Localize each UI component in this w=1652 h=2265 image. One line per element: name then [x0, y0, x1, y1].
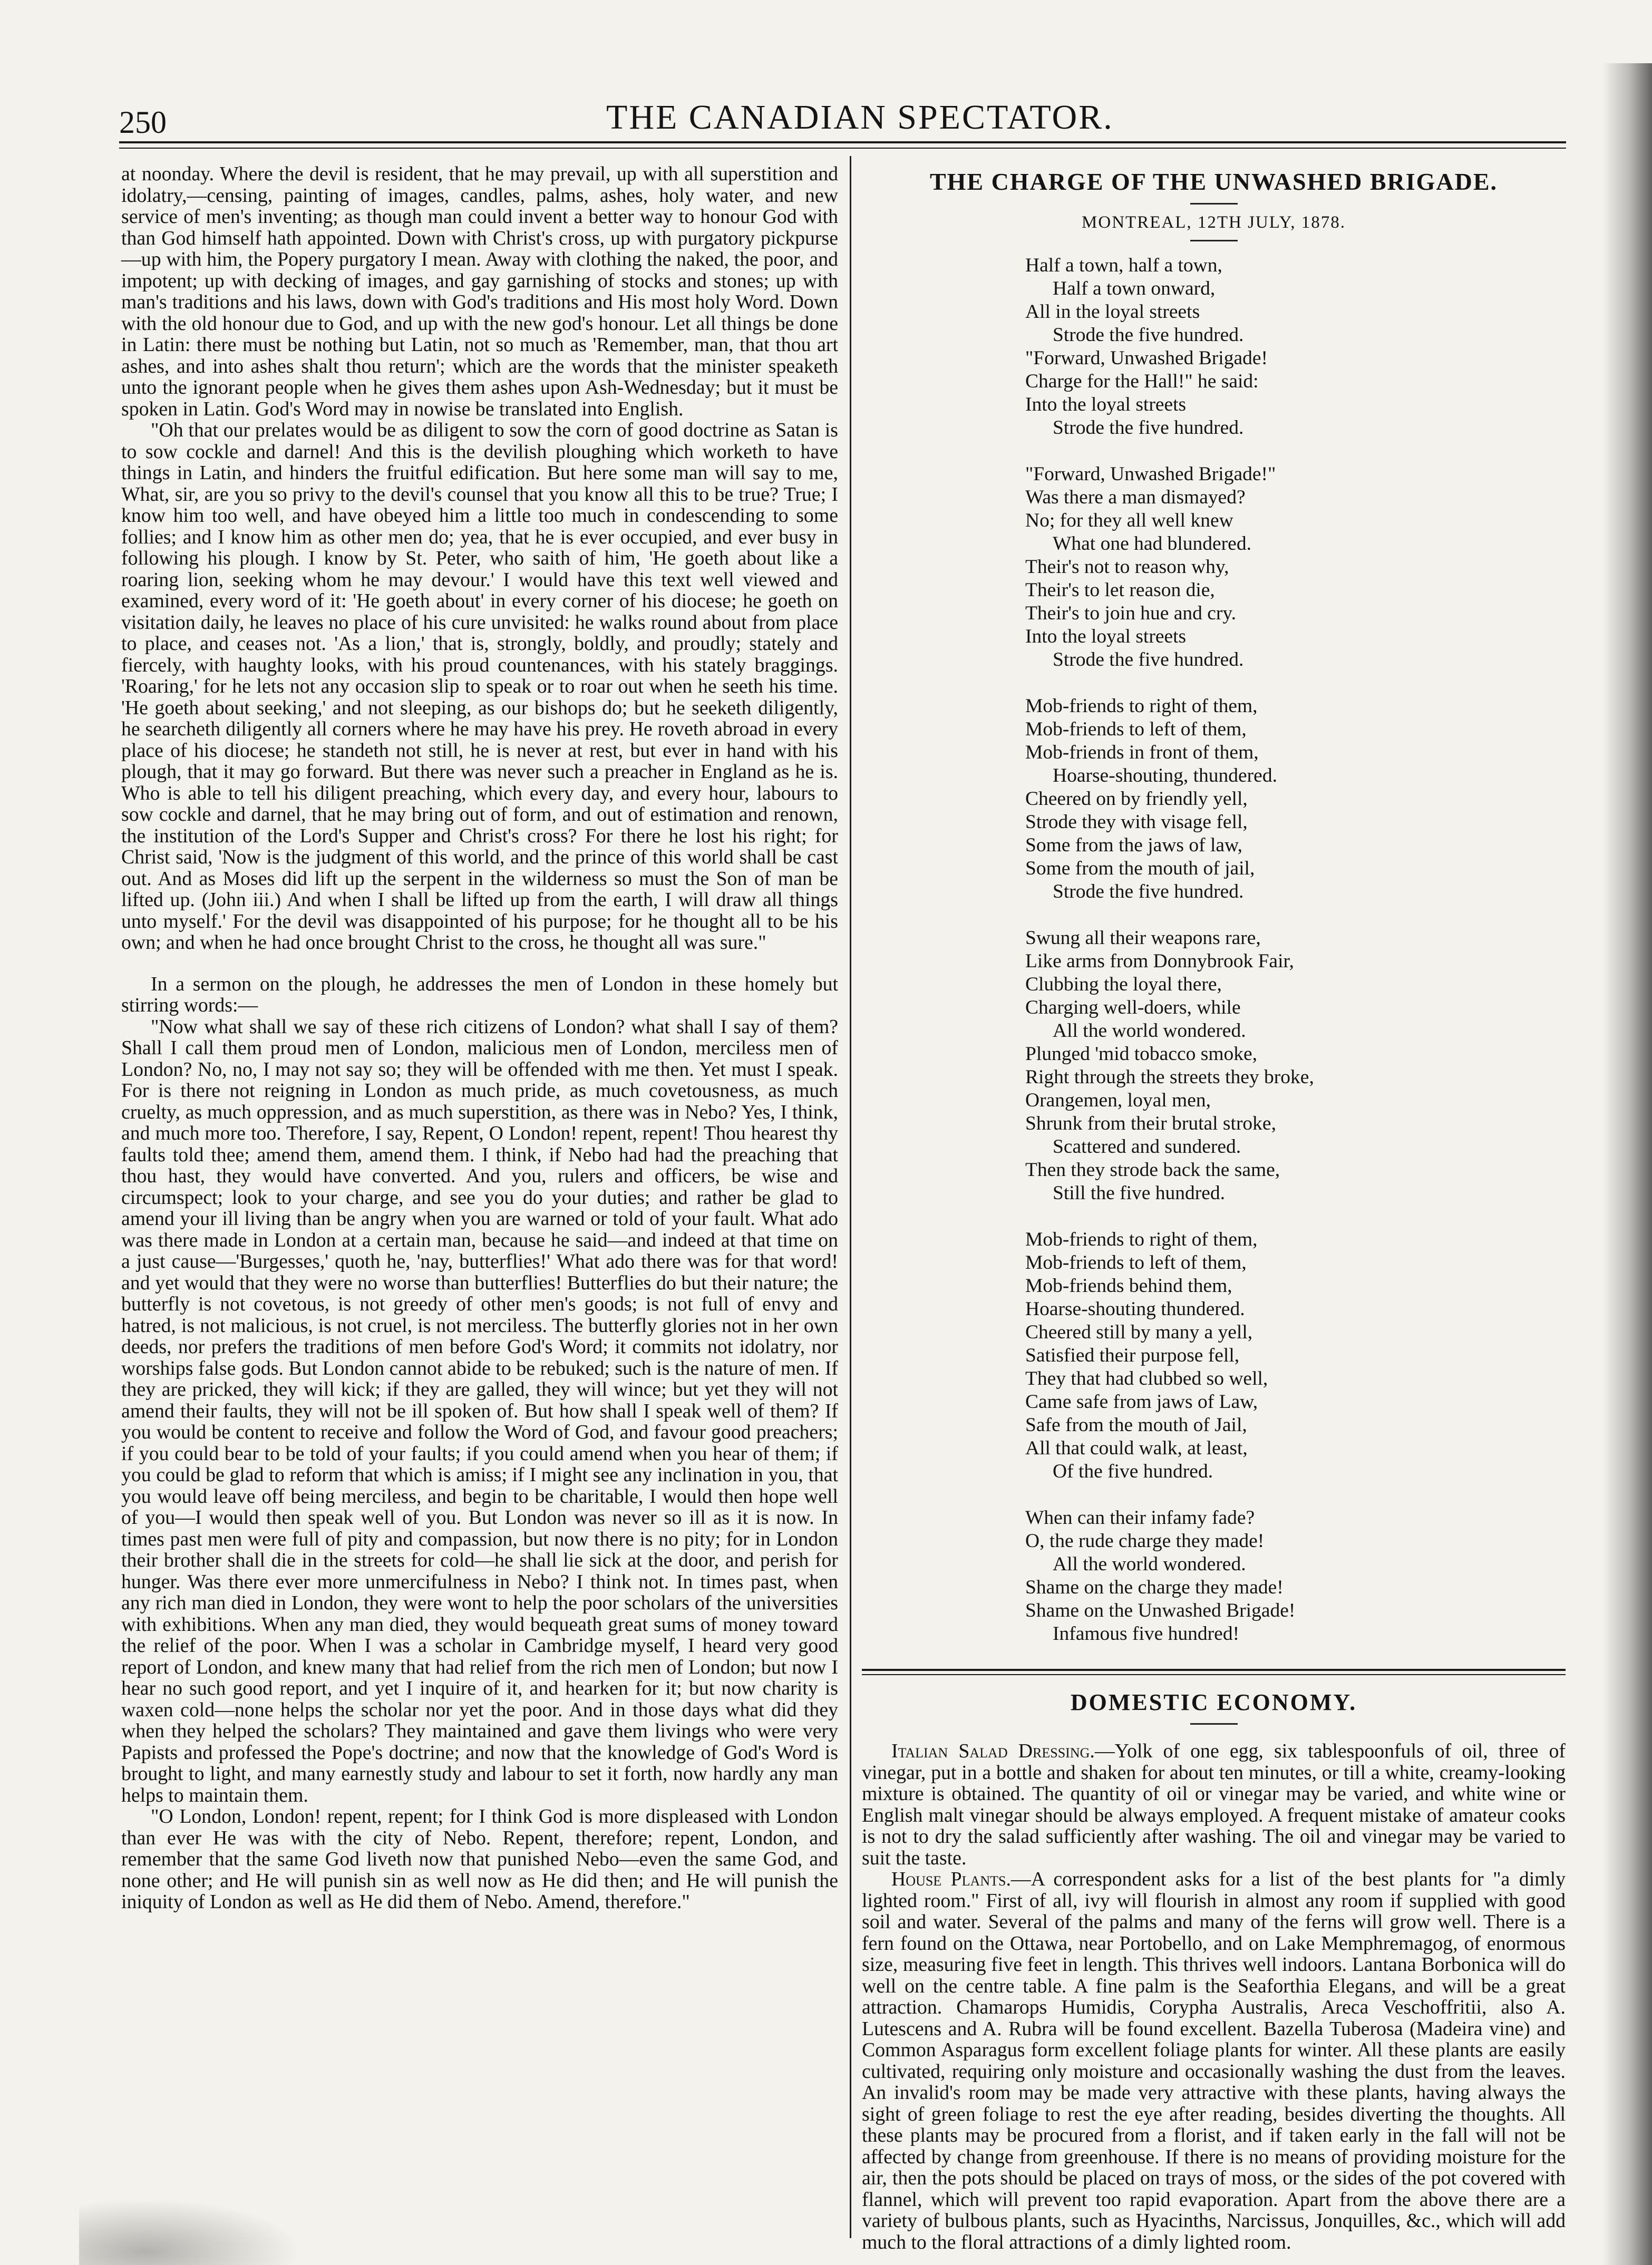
column-divider	[850, 156, 851, 2238]
poem-line: They that had clubbed so well,	[1025, 1368, 1268, 1389]
poem-line: Their's to let reason die,	[1025, 579, 1215, 601]
poem-line: Cheered still by many a yell,	[1025, 1321, 1253, 1343]
article-paragraph: "Now what shall we say of these rich citizens of London? what shall I say of them? Shall I call them proud men of London, malicious men of London, merciless men of London? No, no, I may not say so; they will be offended with me then. Yet must I speak. For is there not reigning in London as much pride, as much covetousness, as much cruelty, as much oppression, and as much superstition, as there was in Nebo? Yes, I think, and much more too. Therefore, I say, Repent, O London! repent, repent! Thou hearest thy faults told thee; amend them, amend them. I think, if Nebo had had the preaching that thou hast, they would have converted. And you, rulers and officers, be wise and circumspect; look to your charge, and see you do your duties; and rather be glad to amend your ill living than be angry when you are warned or told of your fault. What ado was there made in London at a certain man, because he said—and indeed at that time on a just cause—'Burgesses,' quoth he, 'nay, butterflies!' What ado there was for that word! and yet would that they were no worse than butterflies! Butterflies do but their nature; the butterfly is not covetous, is not greedy of other men's goods; is not full of envy and hatred, is not malicious, is not cruel, is not merciless. The butterfly glories not in her own deeds, nor prefers the traditions of men before God's Word; it commits not idolatry, nor worships false gods. But London cannot abide to be rebuked; such is the nature of men. If they are pricked, they will kick; if they are galled, they will wince; but yet they will not amend their faults, they will not be ill spoken of. But how shall I speak well of them? If you would be content to receive and follow the Word of God, and favour good preachers; if you could bear to be told of your faults; if you could amend when you hear of them; if you could be glad to reform that which is amiss; if I might see any inclination in you, that you would leave off being merciless, and begin to be charitable, I would then hope well of you—I would then speak well of you. But London was never so ill as it is now. In times past men were full of pity and compassion, but now there is no pity; for in London their brother shall die in the streets for cold—he shall lie sick at the door, and perish for hunger. Was there ever more unmercifulness in Nebo? I think not. In times past, when any rich man died in London, they were wont to help the poor scholars of the universities with exhibitions. When any man died, they would bequeath great sums of money toward the relief of the poor. When I was a scholar in Cambridge myself, I heard very good report of London, and knew many that had relief from the rich men of London; but now I hear no such good report, and yet I inquire of it, and hearken for it; but now charity is waxen cold—none helps the scholar nor yet the poor. And in those days what did they when they helped the scholars? They maintained and gave them livings who were very Papists and professed the Pope's doctrine; and now that the knowledge of God's Word is brought to light, and many earnestly study and labour to set it forth, now hardly any man helps to maintain them.	[121, 1015, 838, 1806]
poem-line: Half a town, half a town,	[1025, 255, 1222, 276]
left-column-article	[121, 163, 838, 1913]
poem-line: Mob-friends to right of them,	[1025, 1229, 1258, 1250]
poem-line: Cheered on by friendly yell,	[1025, 788, 1248, 810]
poem-line: Orangemen, loyal men,	[1025, 1090, 1211, 1111]
poem-stanza	[1025, 927, 1566, 1205]
poem-line: Mob-friends to left of them,	[1025, 718, 1247, 740]
poem-line: All in the loyal streets	[1025, 301, 1200, 323]
right-column	[862, 163, 1566, 2253]
poem-line: O, the rude charge they made!	[1025, 1530, 1265, 1552]
poem-line: Hoarse-shouting, thundered.	[1053, 765, 1277, 786]
item-text: —Yolk of one egg, six tablespoonfuls of oil, three of vinegar, put in a bottle and shaken for about ten minutes, or till a white, creamy-looking mixture is obtained. The quantity of oil or vinegar may be varied, and white wine or English malt vinegar should be always employed. A frequent mistake of amateur cooks is not to dry the salad sufficiently after washing. The oil and vinegar may be varied to suit the taste.	[862, 1740, 1566, 1869]
page-number: 250	[119, 105, 167, 140]
poem-line: Mob-friends in front of them,	[1025, 742, 1259, 763]
poem-line: Mob-friends to right of them,	[1025, 695, 1258, 717]
title-rule	[1190, 1723, 1238, 1725]
poem-line: All the world wondered.	[1053, 1020, 1246, 1042]
article-paragraph: at noonday. Where the devil is resident, that he may prevail, up with all superstition and idolatry,—censing, painting of images, candles, palms, ashes, holy water, and new service of men's inventing; as though man could invent a better way to honour God with than God himself hath appointed. Down with Christ's cross, up with purgatory pickpurse—up with him, the Popery purgatory I mean. Away with clothing the naked, the poor, and impotent; up with decking of images, and gay garnishing of stocks and stones; up with man's traditions and his laws, down with God's traditions and His most holy Word. Down with the old honour due to God, and up with the new god's honour. Let all things be done in Latin: there must be nothing but Latin, not so much as 'Remember, man, that thou art ashes, and into ashes shalt thou return'; which are the words that the minister speaketh unto the ignorant people when he gives them ashes upon Ash-Wednesday; but it must be spoken in Latin. God's Word may in nowise be translated into English.	[121, 163, 838, 420]
page-corner-shadow	[79, 2198, 300, 2265]
poem-dateline: MONTREAL, 12TH JULY, 1878.	[1082, 213, 1346, 232]
poem-line: Their's not to reason why,	[1025, 556, 1229, 578]
poem-line: Like arms from Donnybrook Fair,	[1025, 950, 1294, 972]
poem-line: Safe from the mouth of Jail,	[1025, 1414, 1247, 1436]
poem-stanza	[1025, 254, 1566, 440]
poem-line: Half a town onward,	[1053, 278, 1216, 299]
poem-line: "Forward, Unwashed Brigade!"	[1025, 463, 1276, 485]
poem-line: Charging well-doers, while	[1025, 997, 1241, 1018]
poem-line: Still the five hundred.	[1053, 1182, 1226, 1204]
poem-line: Some from the mouth of jail,	[1025, 858, 1255, 879]
poem-line: Some from the jaws of law,	[1025, 834, 1243, 856]
poem-line: Strode the five hundred.	[1053, 417, 1244, 439]
poem-line: No; for they all well knew	[1025, 510, 1233, 531]
poem-line: Charge for the Hall!" he said:	[1025, 371, 1259, 392]
poem-line: Shrunk from their brutal stroke,	[1025, 1113, 1276, 1134]
poem-line: Then they strode back the same,	[1025, 1159, 1280, 1181]
poem-line: All that could walk, at least,	[1025, 1437, 1248, 1459]
poem-line: What one had blundered.	[1053, 533, 1251, 555]
poem-line: Clubbing the loyal there,	[1025, 974, 1222, 995]
article-paragraph: In a sermon on the plough, he addresses the men of London in these homely but stirring words:—	[121, 973, 838, 1016]
poem-stanza	[1025, 463, 1566, 672]
domestic-economy-body	[862, 1741, 1566, 2253]
poem-line: Right through the streets they broke,	[1025, 1066, 1314, 1088]
poem-stanza	[1025, 1506, 1566, 1646]
poem-line: Strode the five hundred.	[1053, 881, 1244, 902]
poem-line: Was there a man dismayed?	[1025, 487, 1246, 508]
poem-line: Into the loyal streets	[1025, 394, 1187, 415]
poem-line: Shame on the Unwashed Brigade!	[1025, 1600, 1296, 1621]
poem-line: When can their infamy fade?	[1025, 1507, 1255, 1529]
poem-line: "Forward, Unwashed Brigade!	[1025, 347, 1268, 369]
poem-line: Hoarse-shouting thundered.	[1025, 1298, 1245, 1320]
poem-stanza	[1025, 1228, 1566, 1483]
poem-line: All the world wondered.	[1053, 1553, 1246, 1575]
poem-line: Scattered and sundered.	[1053, 1136, 1241, 1158]
poem-line: Strode the five hundred.	[1053, 649, 1244, 670]
recipe-item	[862, 1869, 1566, 2253]
header-rule-thin	[119, 148, 1566, 149]
poem-line: Into the loyal streets	[1025, 626, 1187, 647]
domestic-economy-title: DOMESTIC ECONOMY.	[1070, 1689, 1357, 1715]
header-rule	[119, 141, 1566, 143]
article-paragraph: "O London, London! repent, repent; for I think God is more displeased with London than ever He was with the city of Nebo. Repent, therefore; repent, London, and remember that the same God liveth now that punished Nebo—even the same God, and none other; and He will punish sin as well now as He did then; and He will punish the iniquity of London as well as He did them of Nebo. Amend, therefore."	[121, 1805, 838, 1913]
poem-body	[1025, 254, 1566, 1646]
poem-line: Strode the five hundred.	[1053, 324, 1244, 346]
poem-line: Shame on the charge they made!	[1025, 1577, 1284, 1598]
item-lead: House Plants.	[891, 1868, 1011, 1890]
poem-line: Plunged 'mid tobacco smoke,	[1025, 1043, 1258, 1065]
poem-line: Mob-friends behind them,	[1025, 1275, 1232, 1297]
page-edge-shadow	[1602, 63, 1652, 2265]
item-text: —A correspondent asks for a list of the best plants for "a dimly lighted room." First of all, ivy will flourish in almost any room if supplied with good soil and water. Several of the palms and many of the ferns will grow well. There is a fern found on the Ottawa, near Portobello, and on Lake Memphremagog, of enormous size, measuring five feet in length. This thrives well indoors. Lantana Borbonica will do well on the centre table. A fine palm is the Seaforthia Elegans, and will be a great attraction. Chamarops Humidis, Corypha Australis, Areca Veschoffritii, also A. Lutescens and A. Rubra will be found excellent. Bazella Tuberosa (Madeira vine) and Common Asparagus form excellent foliage plants for winter. All these plants are easily cultivated, requiring only moisture and occasionally washing the dust from the leaves. An invalid's room may be made very attractive with these plants, having always the sight of green foliage to rest the eye after reading, besides diverting the thoughts. All these plants may be procured from a florist, and if taken early in the fall will not be affected by change from greenhouse. If there is no means of providing moisture for the air, then the pots should be placed on trays of moss, or the sides of the pot covered with flannel, which will prevent too rapid evaporation. Apart from the above there are a variety of bulbous plants, such as Hyacinths, Narcissus, Jonquilles, &c., which will add much to the floral attractions of a dimly lighted room.	[862, 1868, 1566, 2253]
section-rule	[862, 1669, 1566, 1671]
poem-line: Came safe from jaws of Law,	[1025, 1391, 1258, 1413]
item-lead: Italian Salad Dressing.	[891, 1740, 1095, 1762]
poem-line: Infamous five hundred!	[1053, 1623, 1240, 1645]
recipe-item	[862, 1741, 1566, 1869]
poem-line: Swung all their weapons rare,	[1025, 927, 1261, 949]
poem-title: THE CHARGE OF THE UNWASHED BRIGADE.	[929, 168, 1498, 195]
poem-stanza	[1025, 695, 1566, 903]
section-rule-thin	[862, 1674, 1566, 1675]
masthead-title: THE CANADIAN SPECTATOR.	[606, 98, 1114, 137]
poem-line: Strode they with visage fell,	[1025, 811, 1248, 833]
dateline-rule	[1190, 240, 1238, 241]
poem-line: Of the five hundred.	[1053, 1461, 1213, 1482]
poem-line: Satisfied their purpose fell,	[1025, 1345, 1240, 1366]
title-rule	[1190, 203, 1238, 205]
poem-line: Mob-friends to left of them,	[1025, 1252, 1247, 1274]
poem-line: Their's to join hue and cry.	[1025, 602, 1237, 624]
article-paragraph: "Oh that our prelates would be as diligent to sow the corn of good doctrine as Satan is to sow cockle and darnel! And this is the devilish ploughing which worketh to have things in Latin, and hinders the fruitful edification. But here some man will say to me, What, sir, are you so privy to the devil's counsel that you know all this to be true? True; I know him too well, and have obeyed him a little too much in condescending to some follies; and I know him as other men do; yea, that he is ever occupied, and ever busy in following his plough. I know by St. Peter, who saith of him, 'He goeth about like a roaring lion, seeking whom he may devour.' I would have this text well viewed and examined, every word of it: 'He goeth about' in every corner of his diocese; he goeth on visitation daily, he leaves no place of his cure unvisited: he walks round about from place to place, and ceases not. 'As a lion,' that is, strongly, boldly, and proudly; stately and fiercely, with haughty looks, with his proud countenances, with his stately braggings. 'Roaring,' for he lets not any occasion slip to speak or to roar out when he seeth his time. 'He goeth about seeking,' and not sleeping, as our bishops do; but he seeketh diligently, he searcheth diligently all corners where he may have his prey. He roveth abroad in every place of his diocese; he standeth not still, he is never at rest, but ever in hand with his plough, that it may go forward. But there was never such a preacher in England as he is. Who is able to tell his diligent preaching, which every day, and every hour, labours to sow cockle and darnel, that he may bring out of form, and out of estimation and renown, the institution of the Lord's Supper and Christ's cross? For there he lost his right; for Christ said, 'Now is the judgment of this world, and the prince of this world shall be cast out. And as Moses did lift up the serpent in the wilderness so must the Son of man be lifted up. (John iii.) And when I shall be lifted up from the earth, I will draw all things unto myself.' For the devil was disappointed of his purpose; for he thought all to be his own; and when he had once brought Christ to the cross, he thought all was sure."	[121, 419, 838, 954]
